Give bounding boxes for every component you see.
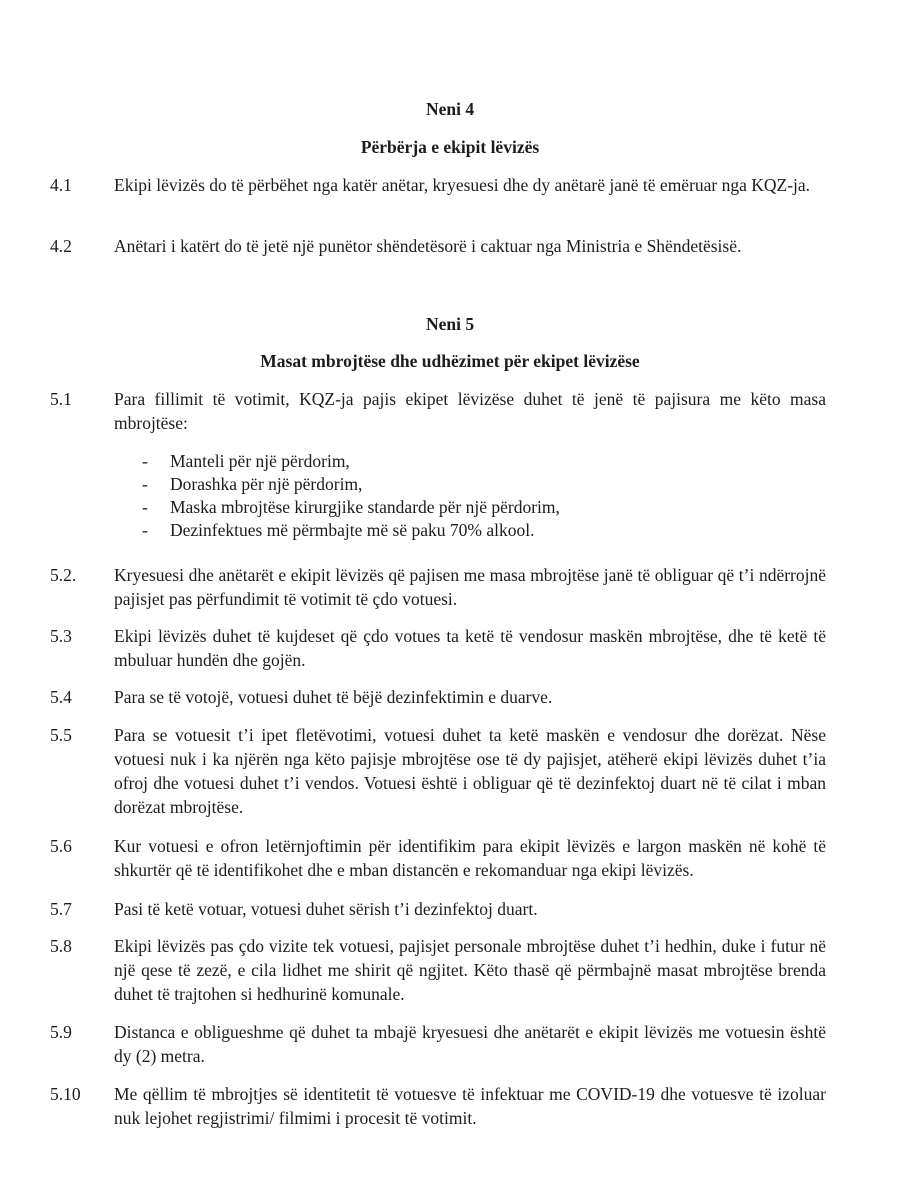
item-text-5-10: Me qëllim të mbrojtjes së identitetit të votuesve të infektuar me COVID-19 dhe votuesve të izoluar nuk lejohet regjistrimi/ filmimi i procesit të votimit. xyxy=(114,1084,826,1128)
item-number-4-1: 4.1 xyxy=(50,175,72,195)
item-text-5-7: Pasi të ketë votuar, votuesi duhet sërish t’i dezinfektoj duart. xyxy=(114,899,538,919)
item-number-5-6: 5.6 xyxy=(50,836,72,856)
bullet-dash: - xyxy=(142,497,148,517)
article-5-title: Neni 5 xyxy=(425,314,475,334)
item-number-5-8: 5.8 xyxy=(50,936,72,956)
item-text-5-9: Distanca e obligueshme që duhet ta mbajë kryesuesi dhe anëtarët e ekipit lëvizës me votuesin është dy (2) metra. xyxy=(114,1022,826,1066)
list-item-text: Manteli për një përdorim, xyxy=(170,451,350,471)
article-4-subtitle: Përbërja e ekipit lëvizës xyxy=(360,137,540,157)
item-text-5-3: Ekipi lëvizës duhet të kujdeset që çdo votues ta ketë të vendosur maskën mbrojtëse, dhe të ketë të mbuluar hundën dhe gojën. xyxy=(114,626,826,670)
item-text-5-2: Kryesuesi dhe anëtarët e ekipit lëvizës që pajisen me masa mbrojtëse janë të obliguar që t’i ndërrojnë pajisjet pas përfundimit të votimit të çdo votuesi. xyxy=(114,565,826,609)
item-number-5-2: 5.2. xyxy=(50,565,77,585)
item-number-4-2: 4.2 xyxy=(50,236,72,256)
item-text-4-1: Ekipi lëvizës do të përbëhet nga katër anëtar, kryesuesi dhe dy anëtarë janë të emëruar nga KQZ-ja. xyxy=(114,175,811,195)
item-number-5-5: 5.5 xyxy=(50,725,72,745)
item-number-5-4: 5.4 xyxy=(50,687,72,707)
item-text-5-6: Kur votuesi e ofron letërnjoftimin për identifikim para ekipit lëvizës e largon maskën në kohë të shkurtër që të identifikohet dhe e mban distancën e rekomanduar nga ekipi lëvizës. xyxy=(114,836,826,880)
item-text-4-2: Anëtari i katërt do të jetë një punëtor shëndetësorë i caktuar nga Ministria e Shëndetësisë. xyxy=(114,236,742,256)
item-text-5-5: Para se votuesit t’i ipet fletëvotimi, votuesi duhet ta ketë maskën e vendosur dhe dorëzat. Nëse votuesi nuk i ka njërën nga këto pajisje mbrojtëse ose të dy pajisjet, atëherë ekipi lëvizës duhet t’ia ofroj dhe votuesi duhet t’i vendos. Votuesi është i obliguar që të dezinfektoj duart në të cilat i mban dorëzat mbrojtëse. xyxy=(114,725,826,817)
article-5-subtitle: Masat mbrojtëse dhe udhëzimet për ekipet lëvizëse xyxy=(260,351,640,371)
item-number-5-3: 5.3 xyxy=(50,626,72,646)
bullet-dash: - xyxy=(142,520,148,540)
item-text-5-4: Para se të votojë, votuesi duhet të bëjë dezinfektimin e duarve. xyxy=(114,687,553,707)
list-item-text: Dezinfektues më përmbajte më së paku 70% alkool. xyxy=(170,520,535,540)
item-number-5-9: 5.9 xyxy=(50,1022,72,1042)
article-4-title: Neni 4 xyxy=(425,99,475,119)
list-item-text: Dorashka për një përdorim, xyxy=(170,474,363,494)
bullet-dash: - xyxy=(142,451,148,471)
item-text-5-1: Para fillimit të votimit, KQZ-ja pajis ekipet lëvizëse duhet të jenë të pajisura me këto masa mbrojtëse: xyxy=(114,389,826,433)
item-number-5-1: 5.1 xyxy=(50,389,72,409)
bullet-dash: - xyxy=(142,474,148,494)
item-number-5-7: 5.7 xyxy=(50,899,72,919)
item-number-5-10: 5.10 xyxy=(50,1084,81,1104)
list-item-text: Maska mbrojtëse kirurgjike standarde për një përdorim, xyxy=(170,497,560,517)
item-text-5-8: Ekipi lëvizës pas çdo vizite tek votuesi, pajisjet personale mbrojtëse duhet t’i hedhin, duke i futur në një qese të zezë, e cila lidhet me shirit që ngjitet. Këto thasë që përmbajnë masat mbrojtëse brenda duhet të trajtohen si hedhurinë komunale. xyxy=(114,936,826,1004)
